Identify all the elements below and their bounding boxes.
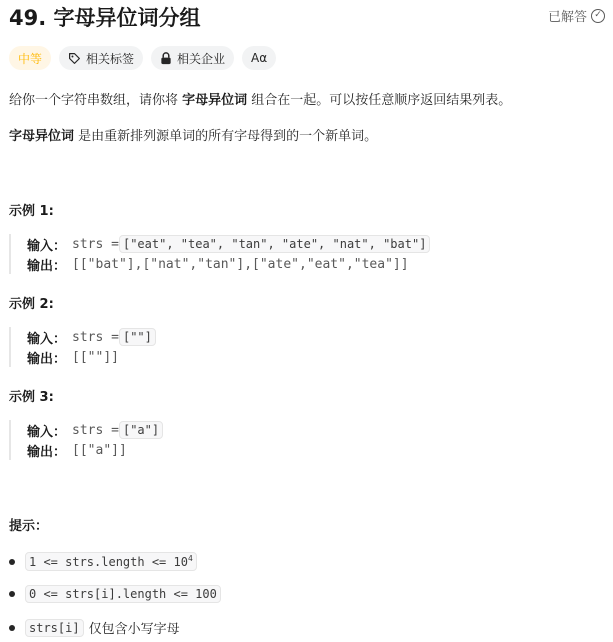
input-value: ["eat", "tea", "tan", "ate", "nat", "bat"] xyxy=(119,235,430,253)
check-circle-icon: ✓ xyxy=(591,9,605,23)
input-variable: strs = xyxy=(72,236,119,252)
constraint-base: 1 <= strs.length <= 10 xyxy=(29,555,188,569)
font-toggle-button[interactable] xyxy=(242,46,276,70)
example-3-heading: 示例 3: xyxy=(9,390,54,405)
constraint-item xyxy=(9,618,180,637)
input-label: 输入： xyxy=(27,238,67,254)
related-tags-button[interactable] xyxy=(59,46,143,70)
example-1-block xyxy=(9,234,430,274)
constraint-code xyxy=(25,552,197,571)
input-label: 输入： xyxy=(27,424,67,440)
example-1-output xyxy=(27,254,430,274)
related-companies-button[interactable] xyxy=(151,46,234,70)
example-1-input xyxy=(27,234,430,254)
description-text: 给你一个字符串数组，请你将 xyxy=(9,93,183,108)
constraint-exponent: 4 xyxy=(187,554,193,563)
description-paragraph-2 xyxy=(9,125,377,144)
example-2-input xyxy=(27,327,156,347)
description-paragraph-1 xyxy=(9,89,511,108)
solved-label: 已解答 xyxy=(547,10,587,25)
example-3-block xyxy=(9,420,163,460)
input-variable: strs = xyxy=(72,329,119,345)
solved-status xyxy=(548,6,605,25)
description-text: 是由重新排列源单词的所有字母得到的一个新单词。 xyxy=(74,129,378,144)
bullet xyxy=(9,559,15,565)
input-value: [""] xyxy=(119,328,156,346)
example-3-output xyxy=(27,440,163,460)
example-2-heading: 示例 2: xyxy=(9,297,54,312)
output-label: 输出： xyxy=(27,351,67,367)
tag-bar xyxy=(9,46,276,70)
difficulty-label: 中等 xyxy=(18,51,43,66)
related-companies-label: 相关企业 xyxy=(177,51,226,66)
constraint-item xyxy=(9,585,221,603)
description-text: 组合在一起。可以按任意顺序返回结果列表。 xyxy=(247,93,512,108)
example-1-heading: 示例 1: xyxy=(9,204,54,219)
input-value: ["a"] xyxy=(119,421,163,439)
constraint-code: 0 <= strs[i].length <= 100 xyxy=(25,585,221,603)
example-2-block xyxy=(9,327,156,367)
constraint-code: strs[i] xyxy=(25,619,84,637)
lock-icon xyxy=(160,52,172,65)
output-label: 输出： xyxy=(27,444,67,460)
description-bold: 字母异位词 xyxy=(182,93,248,108)
bullet xyxy=(9,625,15,631)
related-tags-label: 相关标签 xyxy=(86,51,135,66)
difficulty-badge xyxy=(9,46,51,70)
constraints-heading: 提示： xyxy=(9,519,49,534)
input-label: 输入： xyxy=(27,331,67,347)
constraint-text: 仅包含小写字母 xyxy=(88,622,180,637)
tag-icon xyxy=(68,52,81,65)
input-variable: strs = xyxy=(72,422,119,438)
output-value: [["a"]] xyxy=(72,442,127,458)
bullet xyxy=(9,591,15,597)
problem-title: 49. 字母异位词分组 xyxy=(9,6,201,30)
font-toggle-icon: Aα xyxy=(251,51,268,65)
example-3-input xyxy=(27,420,163,440)
output-value: [[""]] xyxy=(72,349,119,365)
output-label: 输出： xyxy=(27,258,67,274)
description-bold: 字母异位词 xyxy=(9,129,75,144)
constraint-item xyxy=(9,552,197,571)
output-value: [["bat"],["nat","tan"],["ate","eat","tea"]] xyxy=(72,256,409,272)
example-2-output xyxy=(27,347,156,367)
